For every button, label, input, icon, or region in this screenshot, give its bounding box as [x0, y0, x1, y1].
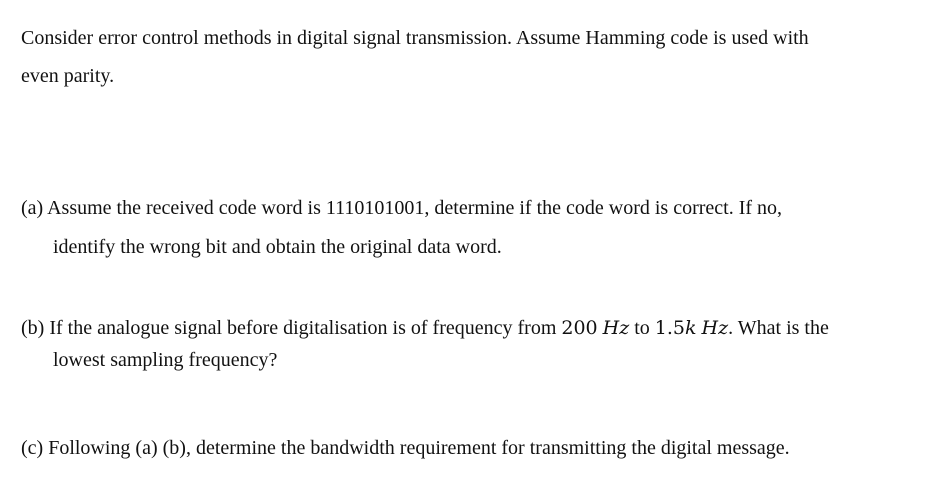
question-b-line-1: [21, 316, 829, 340]
question-a-line-1: (a) Assume the received code word is 1110101001, determine if the code word is correct. If no,: [21, 197, 783, 219]
intro-line-2: even parity.: [21, 65, 115, 87]
question-b-line-2: lowest sampling frequency?: [53, 349, 278, 371]
frequency-low-unit: Hz: [602, 317, 630, 339]
intro-line-1: Consider error control methods in digital signal transmission. Assume Hamming code is used with: [21, 27, 809, 49]
question-b-prefix: (b) If the analogue signal before digitalisation is of frequency from: [21, 317, 562, 339]
frequency-high-value: 1.5: [654, 317, 686, 339]
frequency-low-value: 200: [561, 317, 598, 339]
question-c-line-1: (c) Following (a) (b), determine the bandwidth requirement for transmitting the digital message.: [21, 437, 790, 459]
frequency-high-kilo: k: [685, 317, 697, 339]
question-b-suffix: . What is the: [728, 317, 829, 339]
frequency-high-unit: Hz: [701, 317, 729, 339]
question-a-line-2: identify the wrong bit and obtain the original data word.: [53, 236, 502, 258]
question-b-middle: to: [629, 317, 655, 339]
